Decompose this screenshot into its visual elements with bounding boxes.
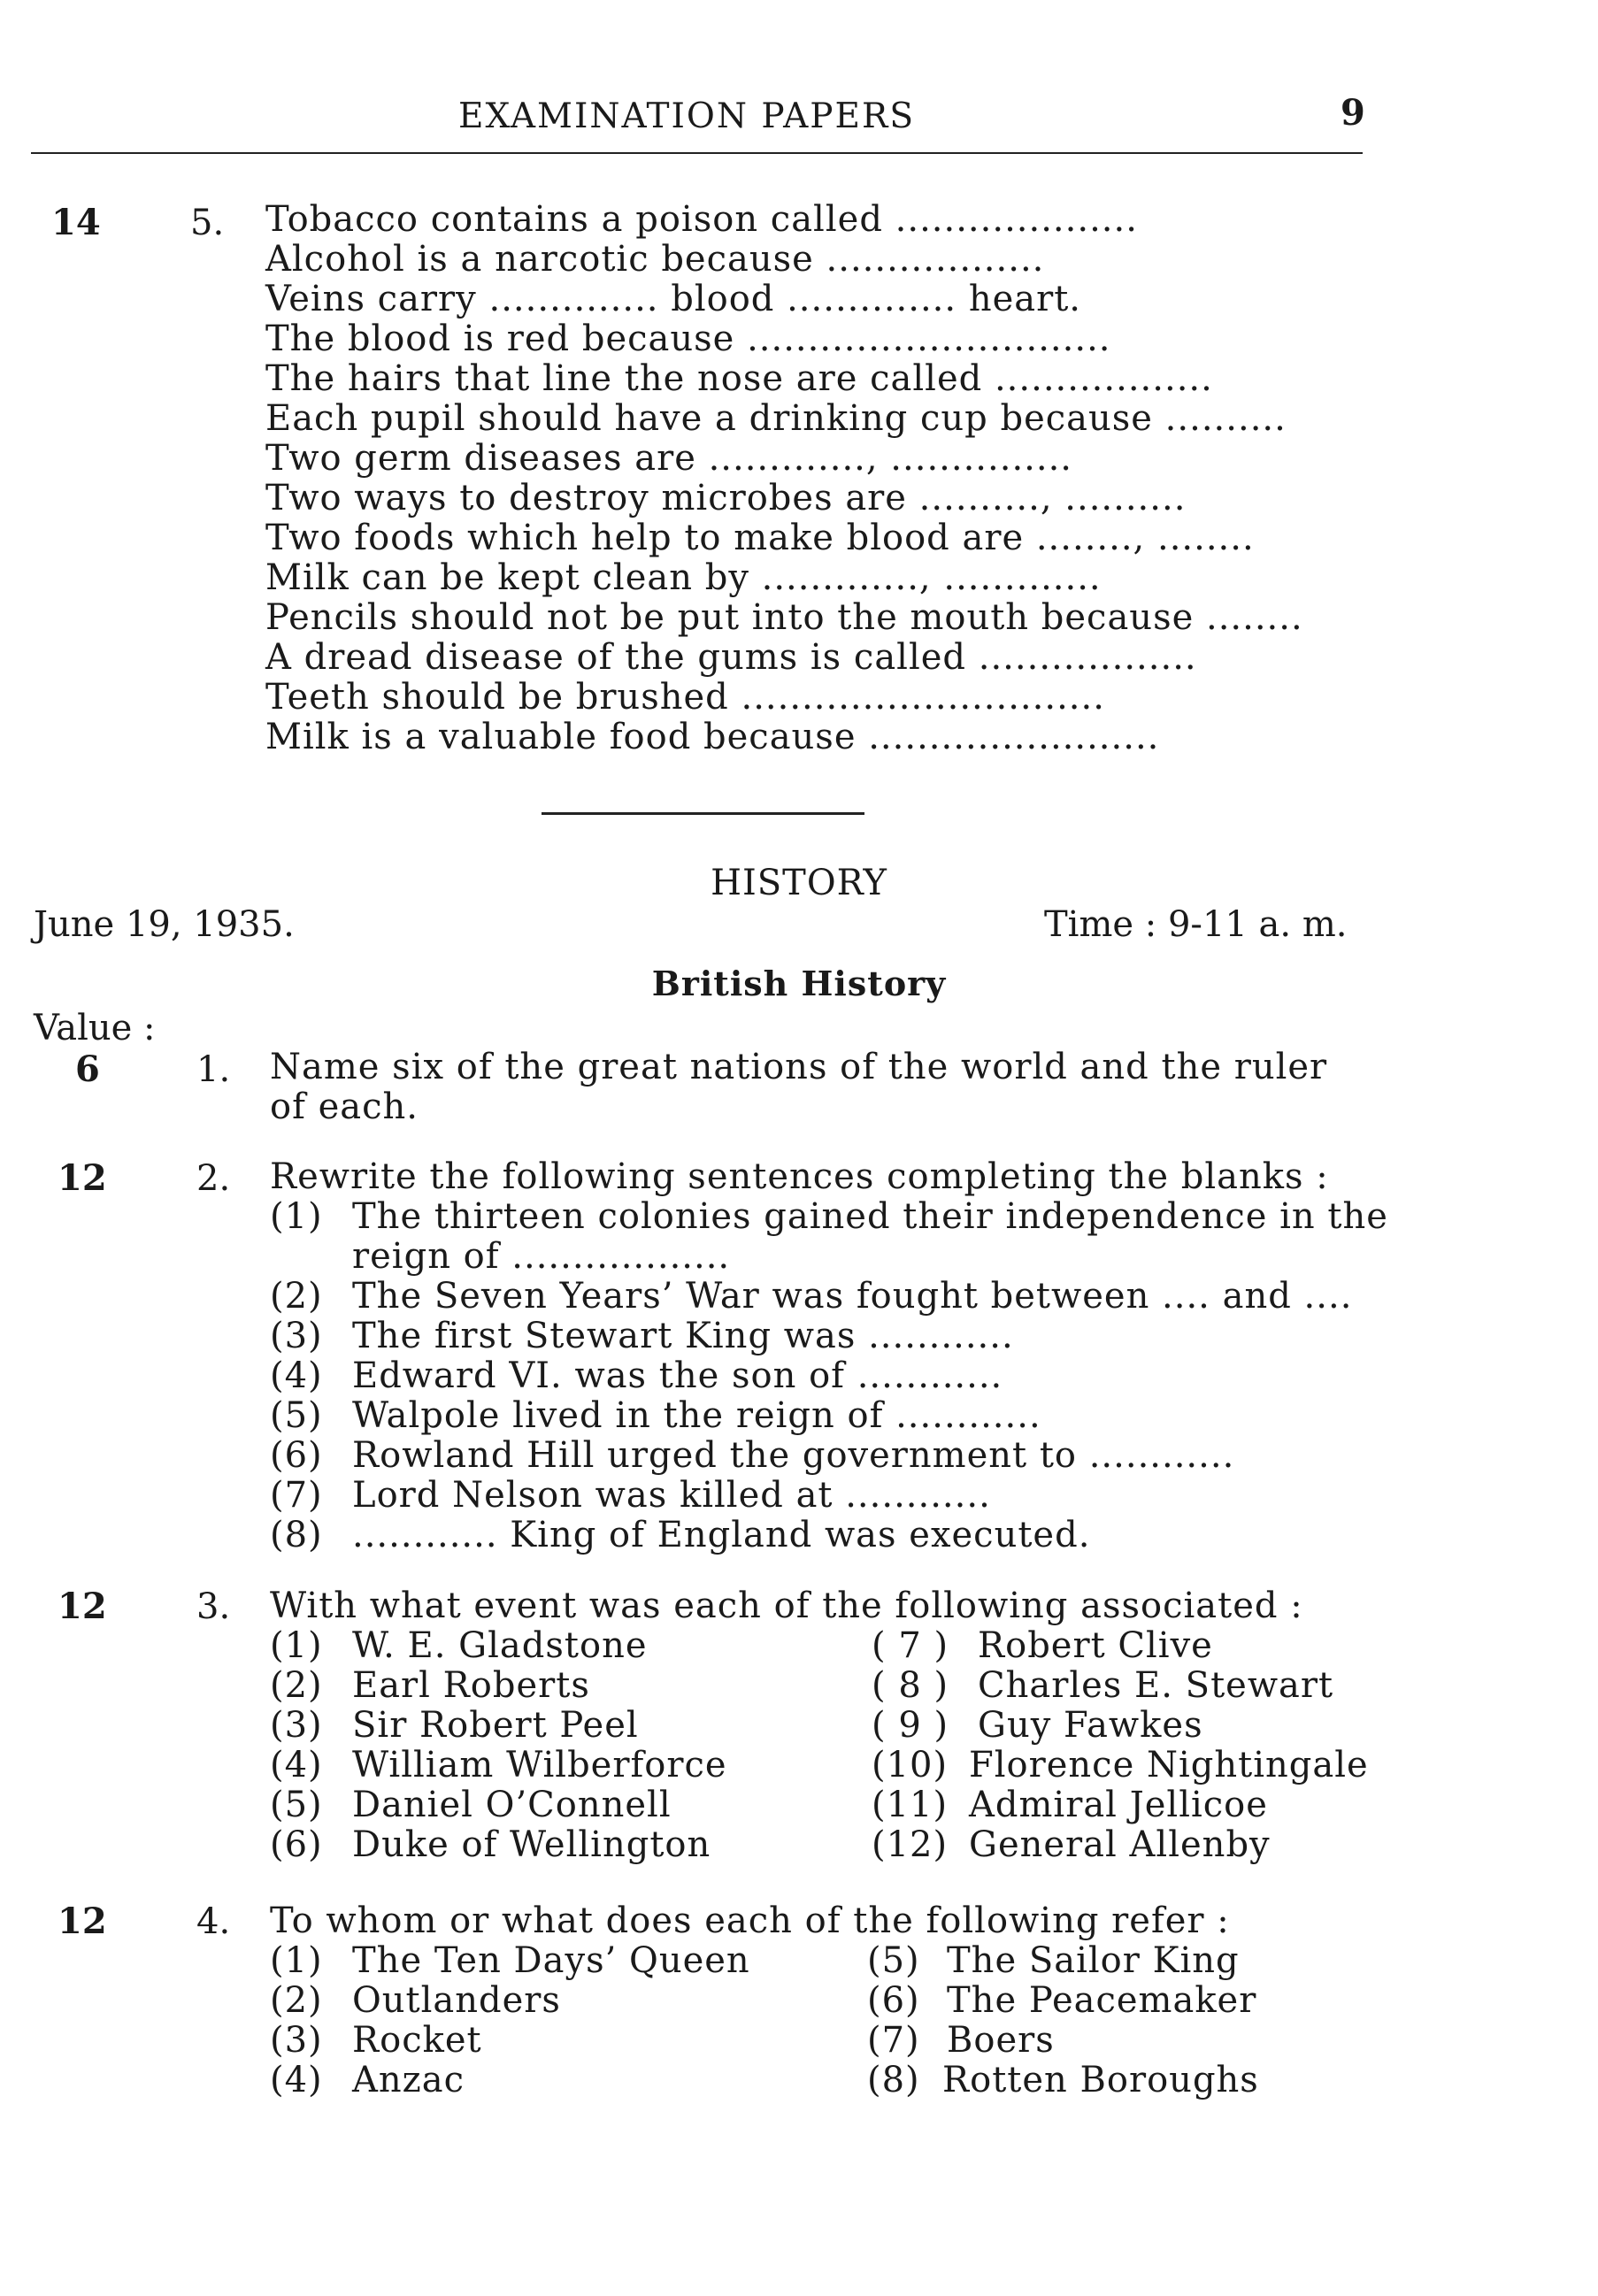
item-number: (1) (270, 1625, 323, 1666)
fill-in-line: The hairs that line the nose are called .................. (265, 358, 1213, 399)
item-number: (4) (270, 1355, 323, 1396)
question-number: 3. (196, 1586, 231, 1627)
item-text: Florence Nightingale (969, 1745, 1369, 1785)
item-number: (2) (270, 1276, 323, 1317)
item-text: The Seven Years’ War was fought between .... and .... (352, 1276, 1353, 1317)
item-number: (6) (270, 1824, 323, 1865)
running-header-title: EXAMINATION PAPERS (458, 96, 916, 136)
question-number: 5. (190, 203, 225, 243)
item-text: Lord Nelson was killed at ............ (352, 1475, 991, 1516)
question-number: 1. (196, 1049, 231, 1090)
item-text: Anzac (352, 2060, 465, 2100)
item-text: Admiral Jellicoe (969, 1785, 1268, 1825)
item-text: Edward VI. was the son of ............ (352, 1355, 1003, 1396)
header-rule (31, 152, 1363, 154)
item-number: (3) (270, 2020, 323, 2061)
item-number: (11) (872, 1785, 949, 1825)
exam-date: June 19, 1935. (34, 904, 295, 945)
question-value: 12 (58, 1586, 107, 1627)
item-number: (2) (270, 1665, 323, 1706)
item-number: ( 9 ) (872, 1705, 949, 1746)
item-number: (2) (270, 1980, 323, 2021)
item-number: (6) (867, 1980, 920, 2021)
item-text: William Wilberforce (352, 1745, 727, 1785)
item-number: (8) (867, 2060, 920, 2100)
item-text: The Sailor King (947, 1940, 1240, 1981)
item-text: Charles E. Stewart (978, 1665, 1334, 1706)
item-number: (8) (270, 1515, 323, 1555)
item-text: Rotten Boroughs (942, 2060, 1259, 2100)
section-subtitle: British History (651, 964, 947, 1003)
item-text: ............ King of England was executed. (352, 1515, 1091, 1555)
section-title: HISTORY (711, 863, 887, 903)
question-intro: To whom or what does each of the following refer : (270, 1901, 1230, 1941)
item-text: Duke of Wellington (352, 1824, 711, 1865)
section-divider (542, 812, 864, 815)
item-number: ( 8 ) (872, 1665, 949, 1706)
fill-in-line: Milk is a valuable food because ........................ (265, 717, 1160, 757)
item-number: (3) (270, 1316, 323, 1356)
item-number: (12) (872, 1824, 949, 1865)
item-text: Outlanders (352, 1980, 561, 2021)
item-text: Earl Roberts (352, 1665, 590, 1706)
item-text: Rowland Hill urged the government to ............ (352, 1435, 1235, 1476)
question-value: 14 (51, 202, 101, 243)
fill-in-line: Two germ diseases are ............., ............... (265, 438, 1073, 479)
question-intro: With what event was each of the following associated : (270, 1586, 1303, 1626)
fill-in-line: Teeth should be brushed .............................. (265, 677, 1105, 718)
fill-in-line: Pencils should not be put into the mouth because ........ (265, 597, 1303, 638)
item-number: (5) (867, 1940, 920, 1981)
item-text: Rocket (352, 2020, 482, 2061)
fill-in-line: Milk can be kept clean by ............., ............. (265, 557, 1102, 598)
fill-in-line: A dread disease of the gums is called .................. (265, 637, 1197, 678)
item-text: W. E. Gladstone (352, 1625, 648, 1666)
item-number: (1) (270, 1940, 323, 1981)
question-value: 12 (58, 1901, 107, 1942)
value-label: Value : (34, 1008, 156, 1048)
item-text: The first Stewart King was ............ (352, 1316, 1014, 1356)
item-number: (7) (270, 1475, 323, 1516)
question-number: 4. (196, 1901, 231, 1942)
item-number: (7) (867, 2020, 920, 2061)
fill-in-line: Each pupil should have a drinking cup because .......... (265, 398, 1287, 439)
question-text: Name six of the great nations of the world and the ruler (270, 1047, 1328, 1087)
question-text: of each. (270, 1087, 419, 1127)
question-value: 12 (58, 1157, 107, 1199)
item-number: (3) (270, 1705, 323, 1746)
item-text: The Peacemaker (947, 1980, 1257, 2021)
item-text: Boers (947, 2020, 1055, 2061)
fill-in-line: Alcohol is a narcotic because .................. (265, 239, 1045, 280)
item-number: (5) (270, 1395, 323, 1436)
item-number: (1) (270, 1196, 323, 1237)
item-number: (4) (270, 1745, 323, 1785)
item-text: Walpole lived in the reign of ............ (352, 1395, 1041, 1436)
item-number: (6) (270, 1435, 323, 1476)
item-number: ( 7 ) (872, 1625, 949, 1666)
fill-in-line: Two foods which help to make blood are ........, ........ (265, 518, 1255, 558)
question-intro: Rewrite the following sentences completing the blanks : (270, 1156, 1329, 1197)
item-text: The thirteen colonies gained their independence in the (352, 1196, 1388, 1237)
item-text: reign of .................. (352, 1236, 731, 1277)
exam-time: Time : 9-11 a. m. (1044, 904, 1348, 945)
item-number: (4) (270, 2060, 323, 2100)
item-text: Daniel O’Connell (352, 1785, 672, 1825)
item-number: (10) (872, 1745, 949, 1785)
fill-in-line: Veins carry .............. blood .............. heart. (265, 279, 1082, 319)
item-number: (5) (270, 1785, 323, 1825)
fill-in-line: The blood is red because .............................. (265, 319, 1111, 359)
item-text: The Ten Days’ Queen (352, 1940, 750, 1981)
item-text: Guy Fawkes (978, 1705, 1203, 1746)
question-number: 2. (196, 1158, 231, 1199)
item-text: Robert Clive (978, 1625, 1213, 1666)
question-value: 6 (75, 1048, 100, 1090)
page-number: 9 (1341, 92, 1365, 134)
fill-in-line: Tobacco contains a poison called .................... (265, 199, 1138, 240)
item-text: Sir Robert Peel (352, 1705, 639, 1746)
fill-in-line: Two ways to destroy microbes are .........., .......... (265, 478, 1187, 518)
item-text: General Allenby (969, 1824, 1271, 1865)
